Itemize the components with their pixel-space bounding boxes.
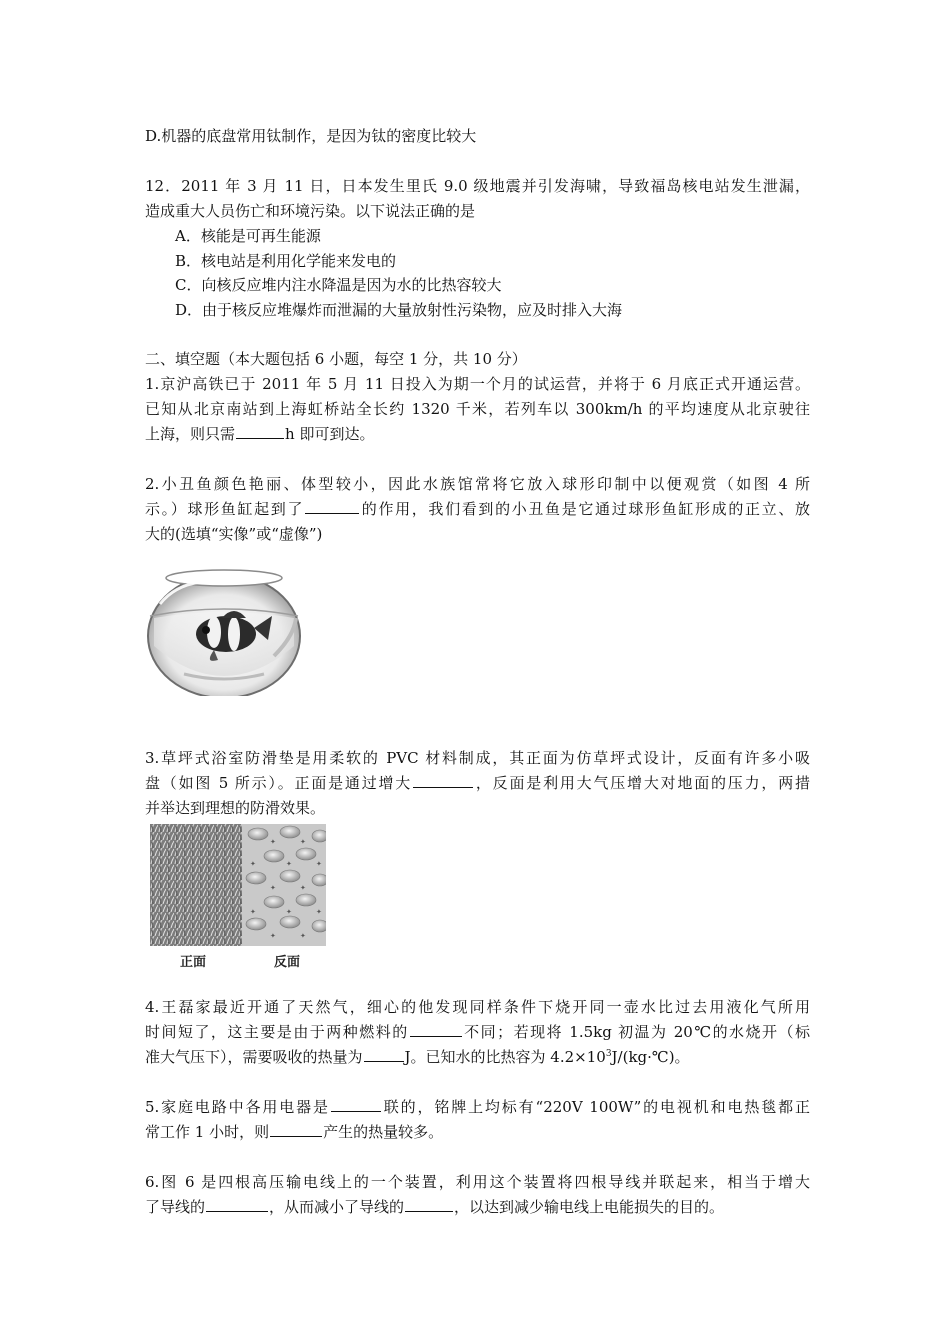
q12-option-c: C．向核反应堆内注水降温是因为水的比热容较大 [175, 276, 502, 294]
svg-text:✦: ✦ [250, 908, 256, 916]
svg-text:✦: ✦ [250, 860, 256, 868]
svg-text:✦: ✦ [300, 932, 306, 940]
svg-text:✦: ✦ [300, 838, 306, 846]
answer-blank [270, 1120, 322, 1137]
answer-blank [236, 422, 284, 439]
svg-text:✦: ✦ [316, 860, 322, 868]
svg-text:✦: ✦ [286, 860, 292, 868]
q12-option-d: D．由于核反应堆爆炸而泄漏的大量放射性污染物，应及时排入大海 [175, 301, 623, 319]
q11-option-d: D.机器的底盘常用钛制作，是因为钛的密度比较大 [145, 127, 477, 145]
q12-option-a: A．核能是可再生能源 [175, 227, 321, 245]
fill-question-6: 6.图 6 是四根高压输电线上的一个装置，利用这个装置将四根导线并联起来，相当于增大 了导线的 ，从而减小了导线的 ，以达到减少输电线上电能损失的目的。 [145, 1173, 810, 1216]
svg-text:✦: ✦ [270, 884, 276, 892]
caption-back: 反面 [274, 955, 301, 970]
answer-blank [405, 1195, 453, 1212]
svg-text:✦: ✦ [270, 838, 276, 846]
answer-blank [305, 497, 359, 514]
answer-blank [331, 1095, 381, 1112]
answer-blank [206, 1195, 268, 1212]
fill-question-2: 2.小丑鱼颜色艳丽、体型较小，因此水族馆常将它放入球形印制中以便观赏（如图 4 所 示。）球形鱼缸起到了 的作用，我们看到的小丑鱼是它通过球形鱼缸形成的正立、放 大的(选填“实像”或“虚像”) [145, 475, 810, 543]
fill-question-4: 4.王磊家最近开通了天然气，细心的他发现同样条件下烧开同一壶水比过去用液化气所用 时间短了，这主要是由于两种燃料的 不同；若现将 1.5kg 初温为 20℃的水烧开（标 准大气压下），需要吸收的热量为 J。已知水的比热容为 $4.2\times 10^3J/(kg\cdot℃)$。 [145, 998, 810, 1066]
fill-question-5: 5.家庭电路中各用电器是 联的，铭牌上均标有“220V 100W”的电视机和电热毯都正 常工作 1 小时，则 产生的热量较多。 [145, 1095, 810, 1145]
q12-stem: 12．2011 年 3 月 11 日，日本发生里氏 9.0 级地震并引发海啸，导致福岛核电站发生泄漏， 造成重大人员伤亡和环境污染。以下说法正确的是 [145, 177, 810, 220]
fishbowl-figure [144, 556, 304, 696]
q12-option-b: B．核电站是利用化学能来发电的 [175, 252, 397, 270]
answer-blank [410, 1020, 462, 1037]
svg-text:✦: ✦ [300, 884, 306, 892]
fill-question-3: 3.草坪式浴室防滑垫是用柔软的 PVC 材料制成，其正面为仿草坪式设计，反面有许多小吸 盘（如图 5 所示）。正面是通过增大 ，反面是利用大气压增大对地面的压力，两措 并举达到理想的防滑效果。 [145, 749, 810, 817]
section2-title: 二、填空题（本大题包括 6 小题，每空 1 分，共 10 分） [145, 350, 527, 368]
mat-front-side [150, 824, 242, 946]
svg-text:✦: ✦ [270, 932, 276, 940]
caption-front: 正面 [180, 955, 207, 970]
answer-blank [364, 1045, 404, 1062]
svg-text:✦: ✦ [316, 908, 322, 916]
fill-question-1: 1.京沪高铁已于 2011 年 5 月 11 日投入为期一个月的试运营，并将于 6 月底正式开通运营。 已知从北京南站到上海虹桥站全长约 1320 千米，若列车以 300km/h 的平均速度从北京驶往 上海，则只需 h 即可到达。 [145, 375, 810, 443]
anti-slip-mat-figure [150, 824, 326, 946]
svg-text:✦: ✦ [286, 908, 292, 916]
answer-blank [413, 771, 473, 788]
